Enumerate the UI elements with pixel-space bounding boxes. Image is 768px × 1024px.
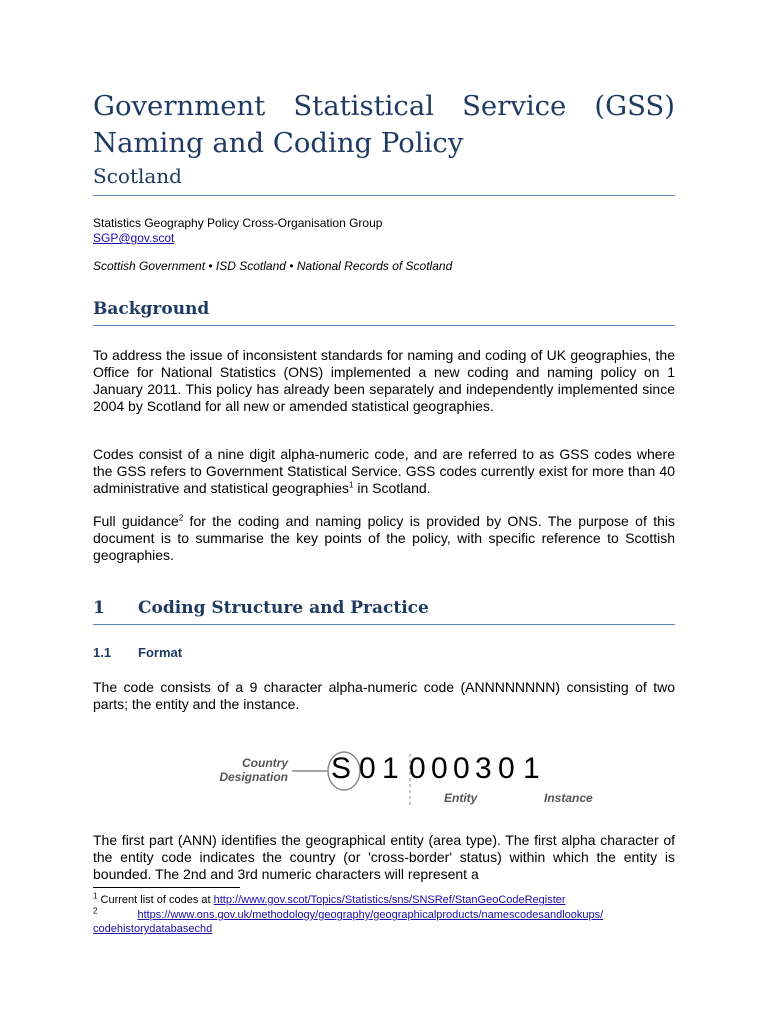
entity-paragraph: The first part (ANN) identifies the geographical entity (area type). The first alpha character of the entity code indicates the country (or 'cross-border' status) within which the entity is bounded. The 2nd and 3rd numeric characters will represent a (93, 832, 675, 882)
section-1-title: Coding Structure and Practice (138, 598, 429, 618)
title-divider (93, 195, 675, 196)
section-1-heading (93, 598, 429, 618)
footnote-2-link-line2[interactable]: codehistorydatabasechd (93, 923, 213, 935)
paragraph-3-start: Full guidance (93, 513, 179, 529)
code-char-7: 3 (475, 752, 492, 785)
gss-code-diagram (218, 748, 593, 810)
background-paragraph-3 (93, 513, 675, 564)
footnote-1-text: Current list of codes at (97, 894, 214, 906)
paragraph-2-text: Codes consist of a nine digit alpha-numeric code, and are referred to as GSS codes where the GSS refers to Government Statistical Service. GSS codes currently exist for more than 40 administrative and statistical geographies (93, 446, 675, 496)
footnote-2-continuation (93, 922, 675, 936)
code-char-6: 0 (453, 752, 470, 785)
code-char-4: 0 (409, 752, 426, 785)
paragraph-2-tail: in Scotland. (353, 480, 431, 496)
footnote-ref-1: 1 (349, 480, 354, 490)
paragraph-3-text: for the coding and naming policy is provided by ONS. The purpose of this document is to summarise the key points of the policy, with specific reference to Scottish geographies. (93, 513, 675, 563)
code-char-1: S (331, 752, 352, 785)
background-heading: Background (93, 299, 210, 319)
code-char-3: 1 (382, 752, 399, 785)
footnote-1 (93, 893, 675, 907)
instance-label: Instance (544, 791, 593, 805)
group-name: Statistics Geography Policy Cross-Organisation Group (93, 216, 383, 230)
background-divider (93, 325, 675, 326)
footnote-2 (93, 908, 675, 922)
background-paragraph-2 (93, 446, 675, 497)
code-char-8: 0 (498, 752, 515, 785)
footnote-1-mark: 1 (93, 891, 98, 901)
footnote-divider (93, 887, 240, 888)
country-label-line2: Designation (219, 770, 288, 784)
footnote-1-link[interactable]: http://www.gov.scot/Topics/Statistics/sns/SNSRef/StanGeoCodeRegister (213, 894, 566, 906)
document-subtitle: Scotland (93, 164, 182, 188)
document-title: Government Statistical Service (GSS) Naming and Coding Policy (93, 90, 675, 159)
footnote-2-link-line1[interactable]: https://www.ons.gov.uk/methodology/geography/geographicalproducts/namescodesandlookups/ (137, 909, 604, 921)
section-1-divider (93, 624, 675, 625)
contact-email-line (93, 231, 174, 245)
country-label-line1: Country (242, 756, 288, 770)
subsection-1-1-title: Format (138, 645, 183, 660)
subsection-1-1-number: 1.1 (93, 645, 112, 660)
entity-label: Entity (444, 791, 478, 805)
code-char-2: 0 (359, 752, 376, 785)
footnote-ref-2: 2 (178, 513, 184, 523)
organisations-line: Scottish Government • ISD Scotland • National Records of Scotland (93, 259, 453, 273)
format-paragraph: The code consists of a 9 character alpha-numeric code (ANNNNNNNN) consisting of two parts; the entity and the instance. (93, 679, 675, 712)
section-1-number: 1 (93, 598, 105, 618)
footnote-2-mark: 2 (93, 906, 98, 916)
code-char-9: 1 (523, 752, 540, 785)
background-paragraph-1: To address the issue of inconsistent standards for naming and coding of UK geographies, the Office for National Statistics (ONS) implemented a new coding and naming policy on 1 January 2011. This policy has already been separately and independently implemented since 2004 by Scotland for all new or amended statistical geographies. (93, 347, 675, 414)
code-char-5: 0 (431, 752, 448, 785)
subsection-1-1-heading (93, 645, 182, 660)
contact-email-link[interactable]: SGP@gov.scot (93, 231, 175, 245)
